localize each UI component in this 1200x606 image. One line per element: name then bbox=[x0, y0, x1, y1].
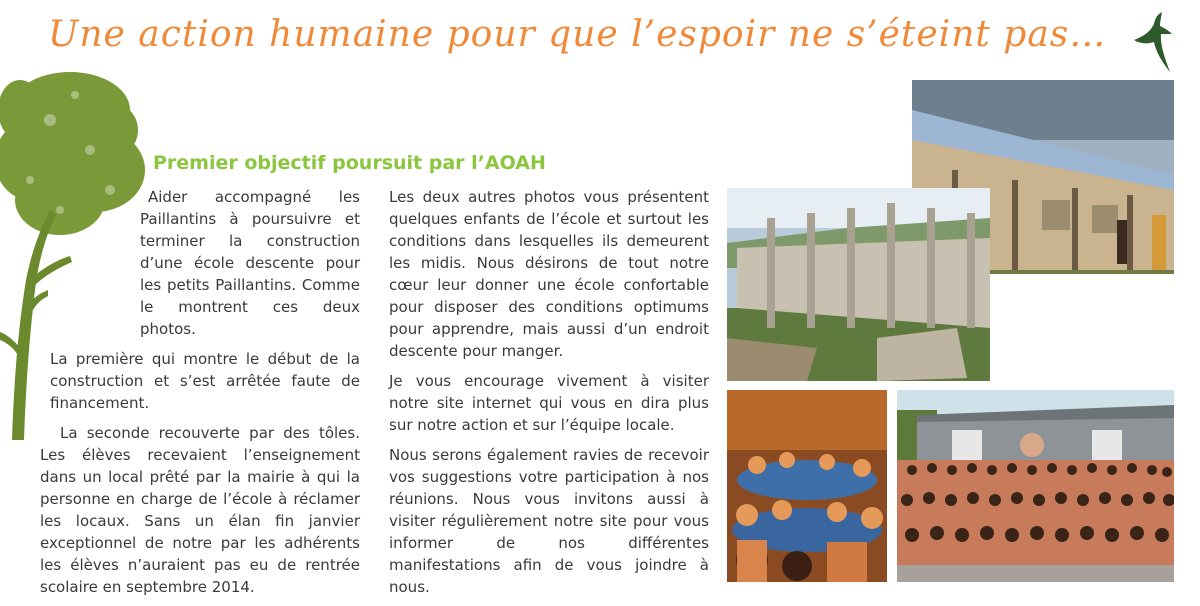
right-paragraph-3: Nous serons également ravies de recevoir vos suggestions votre participation à nos réunions. Nous vous invitons aussi à visiter régulièrement notre site pour vous informer de nos différentes manifestations afin de vous joindre à nous. bbox=[389, 446, 709, 596]
right-paragraph-1: Les deux autres photos vous présentent quelques enfants de l’école et surtout les conditions dans lesquelles ils demeurent les midis. Nous désirons de tout notre cœur leur donner une école confortable pour disposer des conditions optimums pour apprendre, mais aussi d’un endroit descente pour manger. bbox=[389, 188, 709, 360]
photo-children-eating bbox=[727, 390, 887, 582]
left-paragraph-2: La première qui montre le début de la construction et s’est arrêtée faute de financement. bbox=[50, 350, 360, 412]
page-headline: Une action humaine pour que l’espoir ne s’éteint pas… bbox=[48, 14, 1107, 55]
photo-school-construction bbox=[727, 188, 990, 381]
left-paragraph-1: Aider accompagné les Paillantins à poursuivre et terminer la construction d’une école descente pour les petits Paillantins. Comme le montrent ces deux photos. bbox=[140, 188, 360, 338]
section-title: Premier objectif poursuit par l’AOAH bbox=[153, 152, 546, 174]
right-text-column bbox=[389, 186, 709, 606]
left-text-column bbox=[40, 186, 360, 606]
right-paragraph-2: Je vous encourage vivement à visiter notre site internet qui vous en dira plus sur notre action et sur l’équipe locale. bbox=[389, 372, 709, 434]
swallow-bird-icon bbox=[1130, 10, 1174, 74]
photo-school-children-group bbox=[897, 390, 1174, 582]
left-paragraph-3: La seconde recouverte par des tôles. Les élèves recevaient l’enseignement dans un local prêté par la mairie à qui la personne en charge de l’école à réclamer les locaux. Sans un élan fin janvier exceptionnel de notre par les adhérents les élèves n’auraient pas eu de rentrée scolaire en septembre 2014. bbox=[40, 424, 360, 596]
